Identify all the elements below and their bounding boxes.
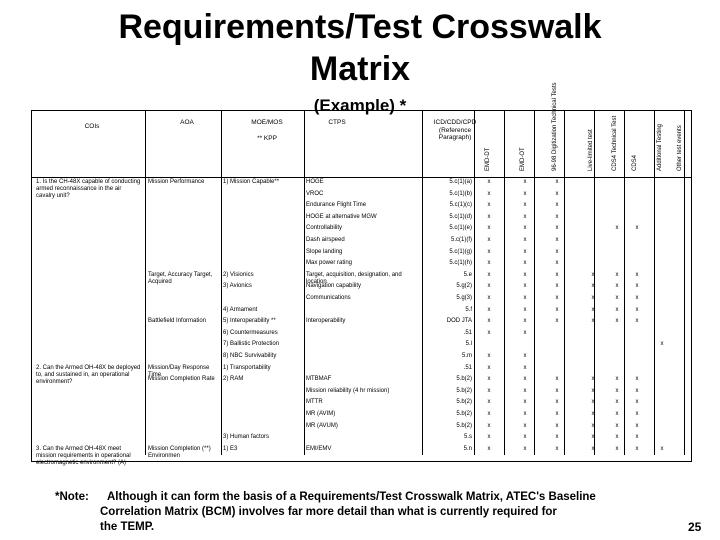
mark-x: x [487, 376, 491, 383]
cell-moe: 7) Ballistic Protection [223, 341, 280, 348]
cell-ctp: MR (AVUM) [306, 422, 338, 429]
mark-x: x [555, 202, 559, 209]
mark-x: x [591, 387, 595, 394]
mark-x: x [555, 283, 559, 290]
mark-x: x [487, 422, 491, 429]
mark-x: x [487, 364, 491, 371]
mark-x: x [487, 213, 491, 220]
mark-x: x [487, 387, 491, 394]
cell-ctp: VROC [306, 190, 324, 197]
header-cois: COIs [84, 123, 100, 130]
cell-ref: 5.c(1)(e) [449, 225, 472, 232]
header-add: Additional Testing [657, 124, 663, 171]
mark-x: x [555, 399, 559, 406]
cell-ref: 5.c(1)(c) [449, 202, 472, 209]
cell-moe: 5) Interoperability ** [223, 318, 276, 325]
mark-x: x [635, 283, 639, 290]
cell-ref: 5.c(1)(d) [449, 213, 472, 220]
mark-x: x [487, 329, 491, 336]
mark-x: x [591, 422, 595, 429]
cell-coi: 3. Can the Armed OH-48X meet mission requirements in operational electromagnetic environment? (A) [36, 445, 131, 466]
mark-x: x [487, 399, 491, 406]
cell-moe: 3) Avionics [223, 283, 252, 290]
mark-x: x [555, 260, 559, 267]
mark-x: x [635, 225, 639, 232]
mark-x: x [523, 179, 527, 185]
cell-ctp: Mission reliability (4 hr mission) [306, 387, 390, 394]
mark-x: x [591, 411, 595, 417]
cell-ref: 5.b(2) [456, 399, 472, 406]
mark-x: x [523, 434, 527, 441]
cell-ref: 5.s [463, 434, 472, 441]
page-subtitle: (Example) * [313, 96, 407, 115]
mark-x: x [591, 318, 595, 325]
cell-ref: 5.b(2) [456, 411, 472, 417]
cell-ref: DOD JTA [446, 318, 472, 325]
cell-ref: 5.l [465, 341, 472, 348]
mark-x: x [635, 271, 639, 278]
mark-x: x [555, 225, 559, 232]
mark-x: x [555, 213, 559, 220]
header-kpp: ** KPP [257, 135, 277, 142]
cell-ctp: Dash airspeed [306, 237, 345, 243]
mark-x: x [487, 306, 491, 313]
cell-aoa: Mission Performance [148, 179, 205, 185]
mark-x: x [591, 295, 595, 301]
header-aoa: AOA [180, 119, 194, 126]
mark-x: x [523, 237, 527, 243]
cell-ref: 5.b(2) [456, 422, 472, 429]
header-moe: MOE/MOS [251, 119, 283, 126]
mark-x: x [591, 306, 595, 313]
footnote-line3: the TEMP. [100, 521, 155, 533]
mark-x: x [523, 260, 527, 267]
mark-x: x [523, 248, 527, 255]
mark-x: x [487, 283, 491, 290]
cell-moe: 3) Human factors [223, 434, 270, 441]
cell-ref: 5.c(1)(a) [449, 179, 472, 185]
footnote-line1: Although it can form the basis of a Requirements/Test Crosswalk Matrix, ATEC's Baseline [107, 491, 596, 503]
mark-x: x [660, 445, 664, 452]
cell-moe: 2) RAM [223, 376, 244, 383]
header-ord: ICD/CDD/CPD (Reference Paragraph) [433, 119, 477, 141]
mark-x: x [615, 225, 619, 232]
mark-x: x [555, 411, 559, 417]
mark-x: x [615, 271, 619, 278]
mark-x: x [523, 376, 527, 383]
mark-x: x [635, 295, 639, 301]
mark-x: x [555, 318, 559, 325]
cell-ref: .51 [463, 329, 472, 336]
mark-x: x [615, 399, 619, 406]
mark-x: x [523, 411, 527, 417]
mark-x: x [523, 329, 527, 336]
cell-ref: 5.c(1)(b) [449, 190, 472, 197]
cell-ref: 5.g(2) [456, 283, 472, 290]
mark-x: x [615, 376, 619, 383]
mark-x: x [523, 445, 527, 452]
cell-aoa: Mission Completion (**) Environmen [148, 445, 211, 459]
cell-aoa: Target, Accuracy Target, Acquired [148, 271, 213, 285]
footnote-line2: Correlation Matrix (BCM) involves far more detail than what is currently required for [100, 506, 557, 518]
mark-x: x [487, 445, 491, 452]
mark-x: x [523, 318, 527, 325]
header-ft-b: CDS4 [632, 154, 638, 171]
cell-ref: 5.b(2) [456, 376, 472, 383]
mark-x: x [555, 190, 559, 197]
cell-ctp: MTBMAF [306, 376, 332, 383]
mark-x: x [487, 434, 491, 441]
mark-x: x [635, 318, 639, 325]
cell-ctp: MTTR [306, 399, 323, 406]
header-ft-a: CDS4 Technical Test [612, 115, 618, 171]
mark-x: x [591, 445, 595, 452]
mark-x: x [615, 411, 619, 417]
mark-x: x [523, 190, 527, 197]
cell-moe: 2) Visionics [223, 271, 254, 278]
mark-x: x [591, 434, 595, 441]
mark-x: x [591, 399, 595, 406]
mark-x: x [615, 295, 619, 301]
mark-x: x [615, 445, 619, 452]
cell-ctp: Endurance Flight Time [306, 202, 367, 209]
header-ctps: CTPS [328, 119, 346, 126]
mark-x: x [555, 271, 559, 278]
mark-x: x [591, 271, 595, 278]
mark-x: x [635, 306, 639, 313]
mark-x: x [523, 283, 527, 290]
cell-ctp: EMI/EMV [306, 445, 332, 452]
cell-ctp: MR (AVIM) [306, 411, 336, 417]
cell-ctp: Max power rating [306, 260, 353, 267]
footnote-label: *Note: [55, 491, 89, 503]
mark-x: x [635, 445, 639, 452]
mark-x: x [635, 411, 639, 417]
mark-x: x [487, 411, 491, 417]
mark-x: x [523, 353, 527, 359]
mark-x: x [615, 387, 619, 394]
mark-x: x [523, 387, 527, 394]
cell-aoa: Mission/Day Response Time [148, 364, 210, 378]
cell-ctp: Communications [306, 295, 351, 301]
mark-x: x [615, 283, 619, 290]
mark-x: x [487, 260, 491, 267]
cell-ref: 5.c(1)(f) [451, 237, 472, 243]
cell-moe: 1) E3 [223, 445, 238, 452]
mark-x: x [523, 306, 527, 313]
cell-ref: 5.m [461, 353, 472, 359]
mark-x: x [635, 399, 639, 406]
cell-aoa: Battlefield Information [148, 318, 207, 325]
cell-ctp: HOGE [306, 179, 324, 185]
mark-x: x [555, 434, 559, 441]
mark-x: x [555, 237, 559, 243]
mark-x: x [523, 271, 527, 278]
cell-ctp: Target, acquisition, designation, and location [306, 271, 402, 285]
mark-x: x [555, 179, 559, 185]
mark-x: x [635, 387, 639, 394]
mark-x: x [487, 179, 491, 185]
cell-aoa: Mission Completion Rate [148, 376, 215, 383]
cell-ref: 5.n [463, 445, 472, 452]
cell-moe: 4) Armament [223, 306, 258, 313]
mark-x: x [523, 295, 527, 301]
mark-x: x [615, 422, 619, 429]
cell-moe: 1) Transportability [223, 364, 271, 371]
cell-ref: 5.e [463, 271, 472, 278]
header-lot: 96-98 Digitization Technical Tests [552, 82, 558, 171]
cell-ref: .51 [463, 364, 472, 371]
mark-x: x [591, 376, 595, 383]
mark-x: x [555, 387, 559, 394]
cell-ref: 5.b(2) [456, 387, 472, 394]
mark-x: x [487, 248, 491, 255]
mark-x: x [615, 434, 619, 441]
mark-x: x [523, 422, 527, 429]
cell-ref: 5.g(3) [456, 295, 472, 301]
mark-x: x [555, 376, 559, 383]
cell-ctp: Slope landing [306, 248, 343, 255]
mark-x: x [635, 422, 639, 429]
mark-x: x [523, 225, 527, 232]
page-number: 25 [688, 520, 702, 534]
cell-ctp: Interoperability [306, 318, 346, 325]
page-title-line2: Matrix [309, 50, 411, 88]
cell-moe: 8) NBC Survivability [223, 353, 277, 359]
cell-coi: 2. Can the Armed OH-48X be deployed to, and sustained in, an operational environment? [36, 364, 141, 385]
mark-x: x [487, 237, 491, 243]
cell-ctp: Navigation capability [306, 283, 362, 290]
cell-ctp: Controllability [306, 225, 343, 232]
mark-x: x [591, 283, 595, 290]
mark-x: x [555, 248, 559, 255]
mark-x: x [487, 202, 491, 209]
mark-x: x [523, 364, 527, 371]
mark-x: x [615, 318, 619, 325]
mark-x: x [555, 306, 559, 313]
mark-x: x [555, 445, 559, 452]
page-title-line1: Requirements/Test Crosswalk [118, 8, 602, 46]
mark-x: x [523, 213, 527, 220]
header-lut: Live-limited test [588, 129, 594, 171]
mark-x: x [635, 376, 639, 383]
cell-ref: 5.f [465, 306, 472, 313]
mark-x: x [487, 190, 491, 197]
mark-x: x [487, 225, 491, 232]
mark-x: x [615, 306, 619, 313]
cell-moe: 6) Countermeasures [223, 329, 278, 336]
cell-ref: 5.c(1)(h) [449, 260, 472, 267]
header-emd: EMD-OT [520, 147, 526, 171]
mark-x: x [487, 271, 491, 278]
cell-ctp: HOGE at alternative MGW [306, 213, 377, 220]
mark-x: x [555, 295, 559, 301]
mark-x: x [555, 422, 559, 429]
mark-x: x [523, 399, 527, 406]
header-eng: EMD-DT [485, 147, 491, 171]
cell-coi: 1. Is the CH-48X capable of conducting armed reconnaissance in the air cavalry unit? [36, 179, 141, 199]
mark-x: x [523, 202, 527, 209]
header-extra: Other test events [677, 125, 683, 171]
cell-moe: 1) Mission Capable** [223, 179, 280, 185]
mark-x: x [487, 295, 491, 301]
mark-x: x [487, 353, 491, 359]
cell-ref: 5.c(1)(g) [449, 248, 472, 255]
mark-x: x [635, 434, 639, 441]
mark-x: x [487, 318, 491, 325]
mark-x: x [660, 341, 664, 348]
